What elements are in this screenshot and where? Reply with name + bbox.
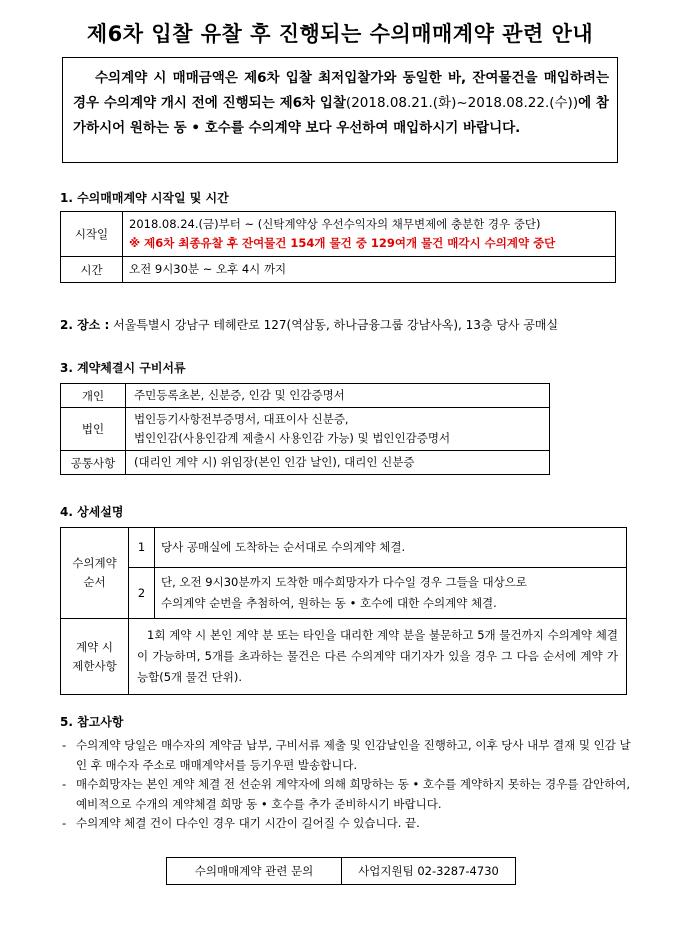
order-label [61, 528, 129, 619]
contact-value: 사업지원팀 02-3287-4730 [342, 858, 516, 885]
reference-text-3: 수의계약 체결 건이 다수인 경우 대기 시간이 길어질 수 있습니다. 끝. [76, 816, 420, 830]
start-line-2-warning: ※ 제6차 최종유찰 후 잔여물건 154개 물건 중 129여개 물건 매각시 수의계약 중단 [129, 236, 556, 250]
doc-label-corporate: 법인 [61, 408, 126, 451]
start-line-1: 2018.08.24.(금)부터 ~ (신탁계약상 우선수익자의 채무변제에 충분한 경우 중단) [129, 217, 541, 231]
notice-text-2: 에 참가하시어 원하는 동 • 호수를 수의계약 보다 우선하여 매입하시기 바랍니다. [73, 95, 609, 136]
details-table [60, 527, 627, 695]
page-title: 제6차 입찰 유찰 후 진행되는 수의매매계약 관련 안내 [86, 22, 594, 46]
notice-box [62, 57, 618, 163]
limit-label [61, 619, 129, 695]
reference-item: - 수의계약 당일은 매수자의 계약금 납부, 구비서류 제출 및 인감날인을 진행하고, 이후 당사 내부 결재 및 인감 날인 후 매수자 주소로 매매계약서를 등기우편 발송합니다. [62, 736, 632, 775]
location-label: 2. 장소 : [60, 318, 110, 332]
reference-list [62, 736, 632, 834]
start-value [123, 212, 616, 257]
order-text-2 [155, 568, 627, 619]
time-value: 오전 9시30분 ~ 오후 4시 까지 [123, 257, 616, 283]
reference-text-1: 수의계약 당일은 매수자의 계약금 납부, 구비서류 제출 및 인감날인을 진행하고, 이후 당사 내부 결재 및 인감 날인 후 매수자 주소로 매매계약서를 등기우편 발송합니다. [76, 738, 631, 772]
reference-item: - 매수희망자는 본인 계약 체결 전 선순위 계약자에 의해 희망하는 동 • 호수를 계약하지 못하는 경우를 감안하여, 예비적으로 수개의 계약체결 희망 동 • 호수를 추가 준비하시기 바랍니다. [62, 775, 632, 814]
schedule-table [60, 211, 616, 283]
order-text-2-line-2: 수의계약 순번을 추첨하여, 원하는 동 • 호수에 대한 수의계약 체결. [161, 596, 497, 610]
notice-text-1: 수의계약 시 매매금액은 제6차 입찰 최저입찰가와 동일한 바, 잔여물건을 매입하려는 경우 수의계약 개시 전에 진행되는 제6차 입찰 [73, 70, 609, 111]
order-label-line-1: 수의계약 [72, 556, 117, 570]
section5-heading: 5. 참고사항 [60, 715, 124, 729]
location-value: 서울특별시 강남구 테헤란로 127(역삼동, 하나금융그룹 강남사옥), 13층 당사 공매실 [109, 318, 559, 332]
order-text-2-line-1: 단, 오전 9시30분까지 도착한 매수희망자가 다수일 경우 그들을 대상으로 [161, 575, 527, 589]
limit-label-line-1: 계약 시 [76, 639, 113, 654]
start-label: 시작일 [61, 212, 123, 257]
order-text-1: 당사 공매실에 도착하는 순서대로 수의계약 체결. [155, 528, 627, 568]
location-line [60, 316, 558, 333]
reference-item: - 수의계약 체결 건이 다수인 경우 대기 시간이 길어질 수 있습니다. 끝. [62, 814, 632, 834]
doc-label-common: 공통사항 [61, 451, 126, 475]
contact-label: 수의매매계약 관련 문의 [167, 858, 342, 885]
doc-value-individual: 주민등록초본, 신분증, 인감 및 인감증명서 [126, 384, 550, 408]
doc-value-common: (대리인 계약 시) 위임장(본인 인감 날인), 대리인 신분증 [126, 451, 550, 475]
time-label: 시간 [61, 257, 123, 283]
doc-value-corporate [126, 408, 550, 451]
reference-text-2: 매수희망자는 본인 계약 체결 전 선순위 계약자에 의해 희망하는 동 • 호수를 계약하지 못하는 경우를 감안하여, 예비적으로 수개의 계약체결 희망 동 • 호수를 추가 준비하시기 바랍니다. [76, 777, 631, 811]
contact-table [166, 857, 516, 885]
section3-heading: 3. 계약체결시 구비서류 [60, 361, 186, 375]
order-num-2: 2 [129, 568, 155, 619]
order-num-1: 1 [129, 528, 155, 568]
limit-label-line-2: 제한사항 [72, 658, 117, 673]
documents-table [60, 383, 550, 475]
limit-text: 1회 계약 시 본인 계약 분 또는 타인을 대리한 계약 분을 불문하고 5개 물건까지 수의계약 체결이 가능하며, 5개를 초과하는 물건은 다른 수의계약 대기자가 있을 경우 그 다음 순서에 계약 가능함(5개 물건 단위). [129, 619, 627, 695]
section4-heading: 4. 상세설명 [60, 505, 124, 519]
notice-dates: (2018.08.21.(화)~2018.08.22.(수)) [345, 95, 579, 111]
doc-label-individual: 개인 [61, 384, 126, 408]
order-label-line-2: 순서 [83, 575, 106, 589]
doc-corporate-line-1: 법인등기사항전부증명서, 대표이사 신분증, [134, 412, 349, 426]
section1-heading: 1. 수의매매계약 시작일 및 시간 [60, 191, 229, 205]
doc-corporate-line-2: 법인인감(사용인감계 제출시 사용인감 가능) 및 법인인감증명서 [134, 431, 451, 445]
